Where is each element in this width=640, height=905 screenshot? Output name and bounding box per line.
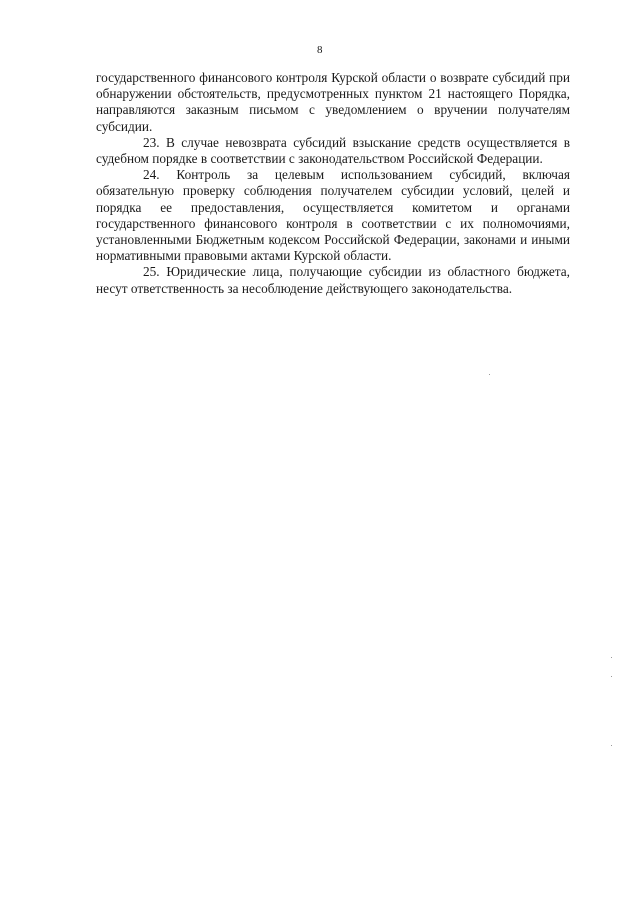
- scan-speck: [611, 676, 612, 677]
- scan-speck: [489, 374, 490, 375]
- paragraph-23: 23. В случае невозврата субсидий взыскание средств осуществляется в судебном порядке в соответствии с законодательством Российской Федерации.: [96, 134, 570, 167]
- page-number: 8: [317, 44, 323, 56]
- scan-speck: [611, 745, 612, 746]
- paragraph-22-continuation: государственного финансового контроля Курской области о возврате субсидий при обнаружении обстоятельств, предусмотренных пунктом 21 настоящего Порядка, направляются заказным письмом с уведомлением о вручении получателям субсидии.: [96, 70, 570, 134]
- scan-speck: [611, 657, 612, 658]
- paragraph-25: 25. Юридические лица, получающие субсидии из областного бюджета, несут ответственность за несоблюдение действующего законодательства.: [96, 264, 570, 296]
- paragraph-24: 24. Контроль за целевым использованием субсидий, включая обязательную проверку соблюдения получателем субсидии условий, целей и порядка ее предоставления, осуществляется комитетом и органами государственного финансового контроля в соответствии с их полномочиями, установленными Бюджетным кодексом Российской Федерации, законами и иными нормативными правовыми актами Курской области.: [96, 167, 570, 264]
- document-body: [96, 70, 570, 297]
